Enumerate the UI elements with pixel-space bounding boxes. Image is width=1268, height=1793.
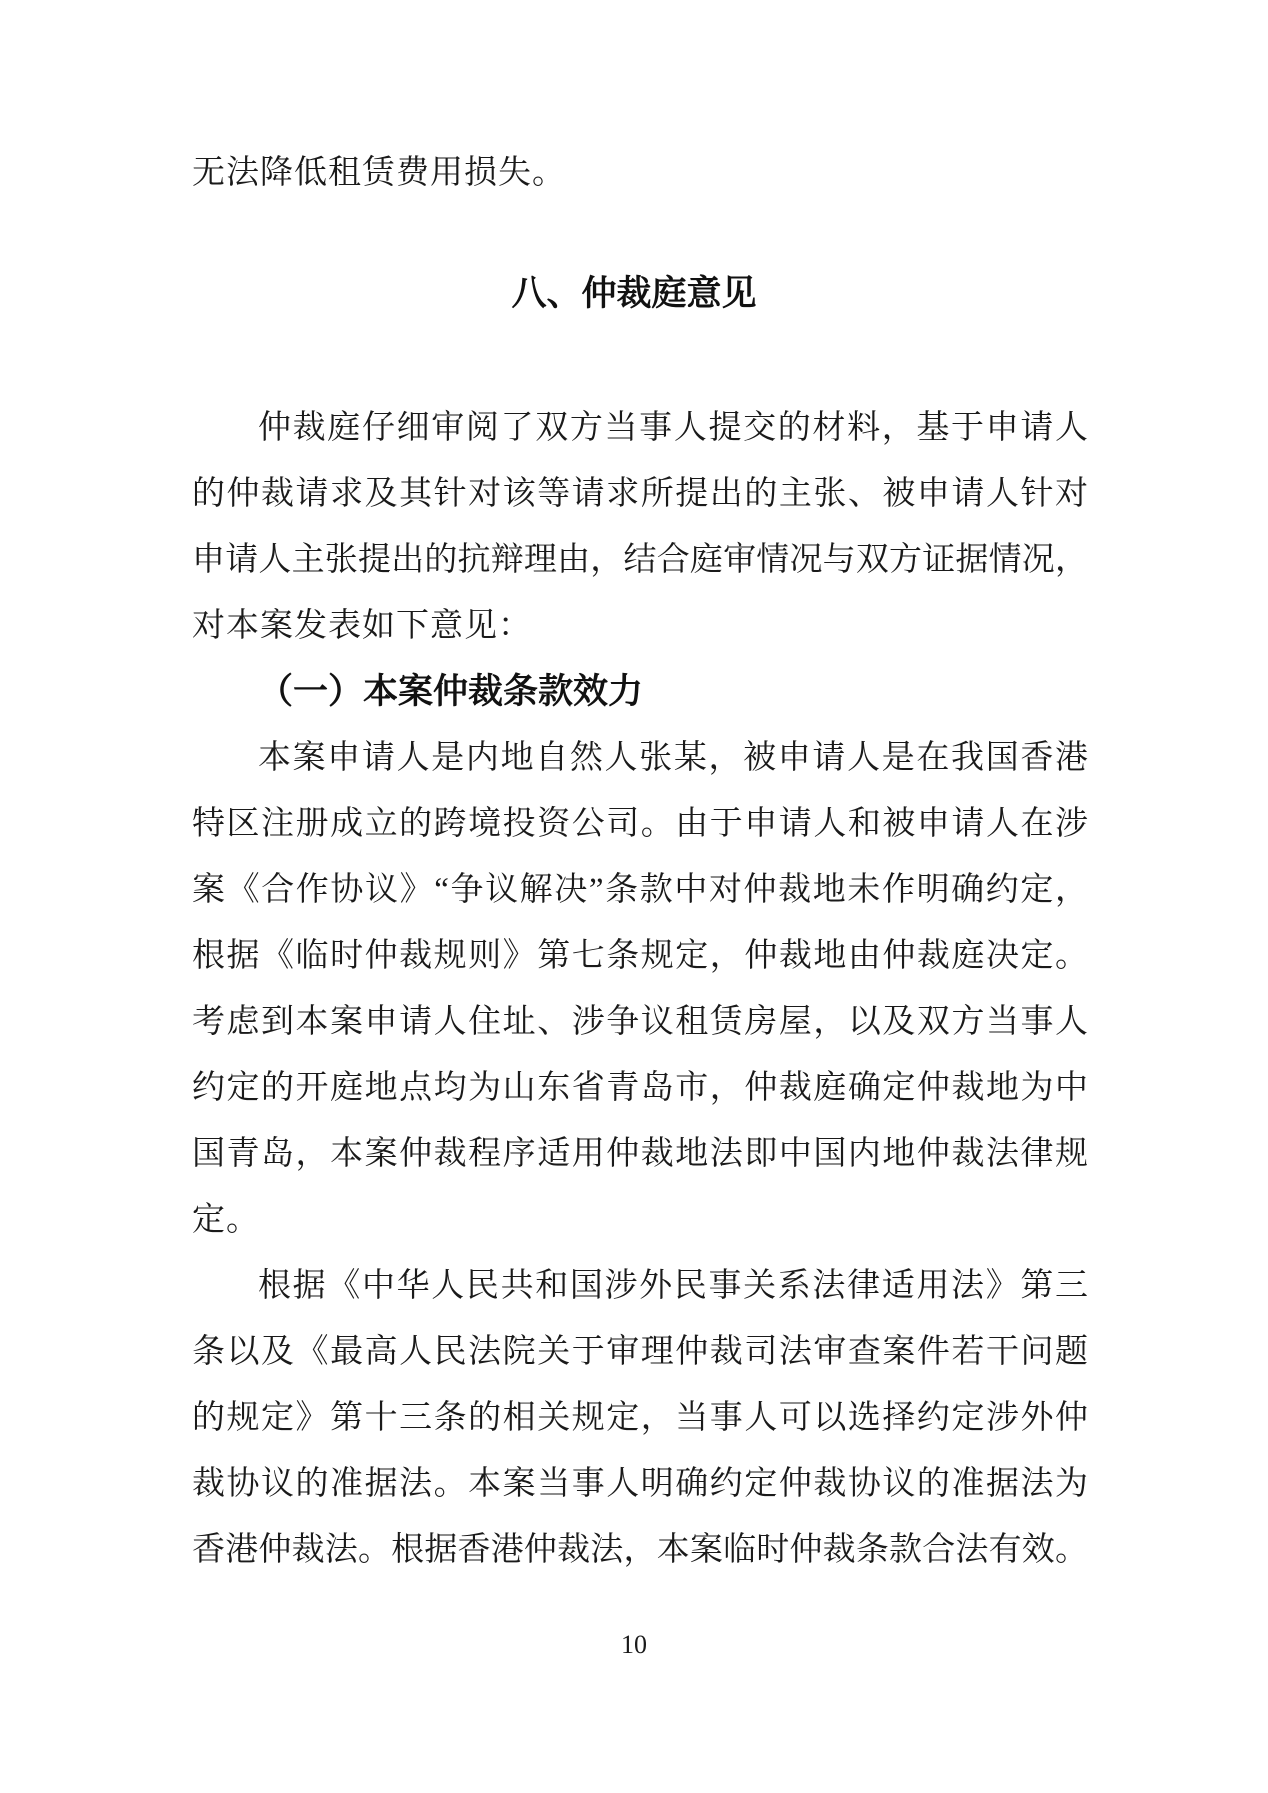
page-number: 10 xyxy=(621,1630,647,1659)
text-line: 特区注册成立的跨境投资公司。由于申请人和被申请人在涉 xyxy=(192,806,1088,842)
text-line: 的规定》第十三条的相关规定，当事人可以选择约定涉外仲 xyxy=(192,1400,1088,1436)
section-heading: 八、仲裁庭意见 xyxy=(511,274,757,313)
text-line: 条以及《最高人民法院关于审理仲裁司法审查案件若干问题 xyxy=(192,1334,1088,1370)
carryover-sentence xyxy=(192,140,1088,206)
governing-law-paragraph xyxy=(192,1253,1088,1583)
text-line: 对本案发表如下意见： xyxy=(192,608,532,644)
text-line: 约定的开庭地点均为山东省青岛市，仲裁庭确定仲裁地为中 xyxy=(192,1070,1088,1106)
text-line: 的仲裁请求及其针对该等请求所提出的主张、被申请人针对 xyxy=(192,476,1088,512)
arbitration-seat-paragraph xyxy=(192,725,1088,1253)
tribunal-opinion-intro-paragraph xyxy=(192,395,1088,659)
text-line: 仲裁庭仔细审阅了双方当事人提交的材料，基于申请人 xyxy=(258,410,1088,446)
text-line: 申请人主张提出的抗辩理由，结合庭审情况与双方证据情况， xyxy=(192,542,1088,578)
text-line: 无法降低租赁费用损失。 xyxy=(192,155,566,191)
text-line: 根据《临时仲裁规则》第七条规定，仲裁地由仲裁庭决定。 xyxy=(192,938,1088,974)
text-line: 考虑到本案申请人住址、涉争议租赁房屋，以及双方当事人 xyxy=(192,1004,1088,1040)
text-line: 国青岛，本案仲裁程序适用仲裁地法即中国内地仲裁法律规 xyxy=(192,1136,1088,1172)
text-line: 裁协议的准据法。本案当事人明确约定仲裁协议的准据法为 xyxy=(192,1466,1088,1502)
text-line: 定。 xyxy=(192,1202,260,1238)
text-line: 香港仲裁法。根据香港仲裁法，本案临时仲裁条款合法有效。 xyxy=(192,1532,1088,1568)
text-line: 案《合作协议》“争议解决”条款中对仲裁地未作明确约定， xyxy=(192,872,1088,908)
text-line: 本案申请人是内地自然人张某，被申请人是在我国香港 xyxy=(258,740,1088,776)
text-line: 根据《中华人民共和国涉外民事关系法律适用法》第三 xyxy=(258,1268,1088,1304)
subsection-heading: （一）本案仲裁条款效力 xyxy=(258,672,644,711)
